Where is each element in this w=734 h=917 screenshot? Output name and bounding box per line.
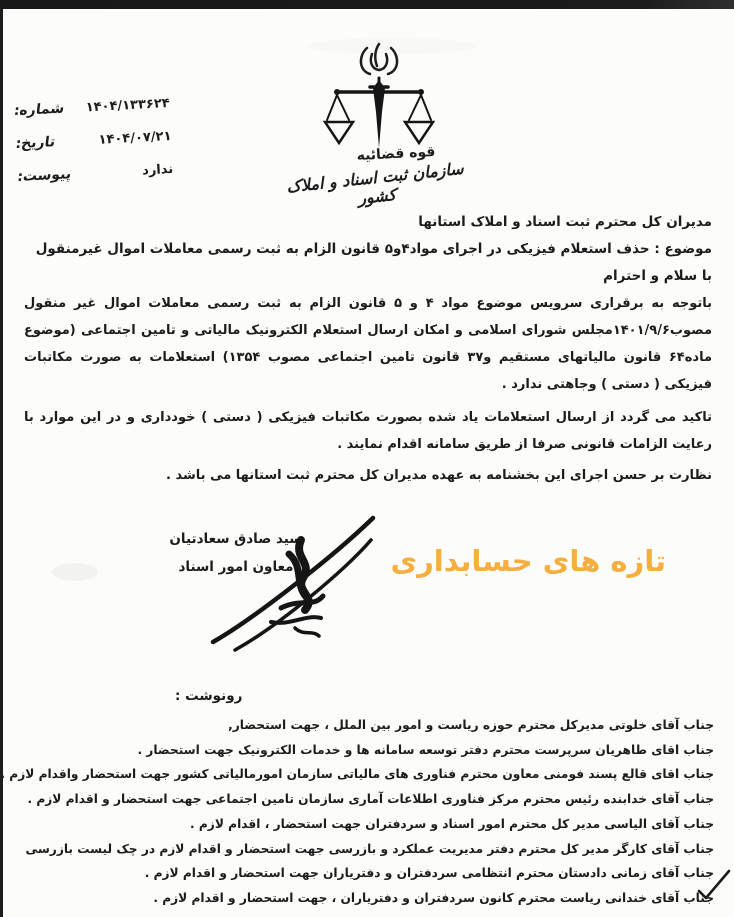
- handwritten-checkmark-icon: [696, 869, 732, 905]
- watermark-text: تازه های حسابداری: [390, 544, 666, 578]
- cc-item: جناب آقای الیاسی مدیر کل محترم امور اسناد و سردفتران جهت استحضار ، اقدام لازم .: [190, 816, 714, 831]
- letter-number-value: ۱۴۰۴/۱۳۳۶۲۴: [85, 95, 171, 116]
- cc-item: جناب آقای خندانی ریاست محترم کانون سردفتران و دفتریاران ، جهت استحضار و اقدام لازم .: [153, 890, 714, 905]
- addressee-line: مدیران کل محترم ثبت اسناد و املاک استانها: [418, 214, 712, 230]
- signer-title: معاون امور اسناد: [178, 559, 294, 575]
- body-paragraph-3: نظارت بر حسن اجرای این بخشنامه به عهده مدیران کل محترم ثبت استانها می باشد .: [166, 468, 712, 483]
- letter-meta-block: [14, 95, 175, 202]
- cc-item: جناب اقای قالع پسند فومنی معاون محترم فناوری های مالیاتی سازمان امورمالیاتی کشور جهت استحضار واقدام لازم .: [0, 767, 714, 782]
- salutation-line: با سلام و احترام: [603, 268, 712, 284]
- letter-attachment-value: ندارد: [141, 161, 174, 179]
- letterhead-organization: سازمان ثبت اسناد و املاک کشور: [285, 158, 465, 208]
- cc-item: جناب اقای طاهریان سرپرست محترم دفتر توسعه سامانه ها و خدمات الکترونیک جهت استحضار .: [137, 742, 714, 757]
- cc-item: جناب آقای خدابنده رئیس محترم مرکز فناوری اطلاعات آماری سازمان تامین اجتماعی جهت استحضار و اقدام لازم .: [27, 792, 714, 807]
- letter-body: [24, 214, 712, 489]
- letter-attachment-row: [17, 161, 174, 185]
- scan-smudge: [52, 563, 98, 581]
- body-paragraph-1: باتوجه به برقراری سرویس موضوع مواد ۴ و ۵ قانون الزام به ثبت رسمی معاملات اموال غیر منقول مصوب۱۴۰۱/۹/۶مجلس شورای اسلامی و امکان ارسال استعلام الکترونیک مالیاتی و تامین اجتماعی (موضوع ماده۶۴ قانون مالیاتهای مستقیم و۳۷ قانون تامین اجتماعی مصوب ۱۳۵۴) استعلامات به صورت مکاتبات فیزیکی ( دستی ) وجاهتی ندارد .: [24, 296, 712, 392]
- letterhead-authority: قوه قضائیه: [356, 143, 436, 165]
- scan-border-top: [0, 0, 734, 9]
- body-paragraph-2: تاکید می گردد از ارسال استعلامات یاد شده بصورت مکاتبات فیزیکی ( دستی ) خودداری و در این موارد با رعایت الزامات قانونی صرفا از طریق سامانه اقدام نمایند .: [24, 410, 712, 452]
- cc-heading: رونوشت :: [175, 688, 243, 704]
- handwritten-signature-icon: [205, 510, 380, 659]
- subject-line: موضوع : حذف استعلام فیزیکی در اجرای مواد۴و۵ قانون الزام به ثبت رسمی معاملات اموال غیرمنقول: [35, 241, 712, 257]
- cc-item: جناب آقای زمانی دادستان محترم انتظامی سردفتران و دفتریاران جهت استحضار و اقدام لازم .: [144, 866, 714, 881]
- letter-number-row: [14, 95, 171, 119]
- letter-attachment-label: پیوست:: [16, 166, 73, 186]
- cc-item: جناب آقای کارگر مدیر کل محترم دفتر مدیریت عملکرد و بازرسی جهت استحضار و اقدام لازم در چک لیست بازرسی: [25, 841, 714, 856]
- cc-list: [0, 713, 714, 911]
- signer-name: سید صادق سعادتیان: [169, 531, 303, 547]
- letter-date-label: تاریخ:: [14, 133, 57, 153]
- cc-item: جناب آقای خلوتی مدیرکل محترم حوزه ریاست و امور بین الملل ، جهت استحضار,: [228, 718, 714, 732]
- letter-number-label: شماره:: [12, 100, 66, 120]
- letter-date-row: [15, 128, 172, 152]
- judiciary-scales-emblem-icon: [323, 40, 435, 156]
- letter-date-value: ۱۴۰۴/۰۷/۲۱: [98, 128, 172, 148]
